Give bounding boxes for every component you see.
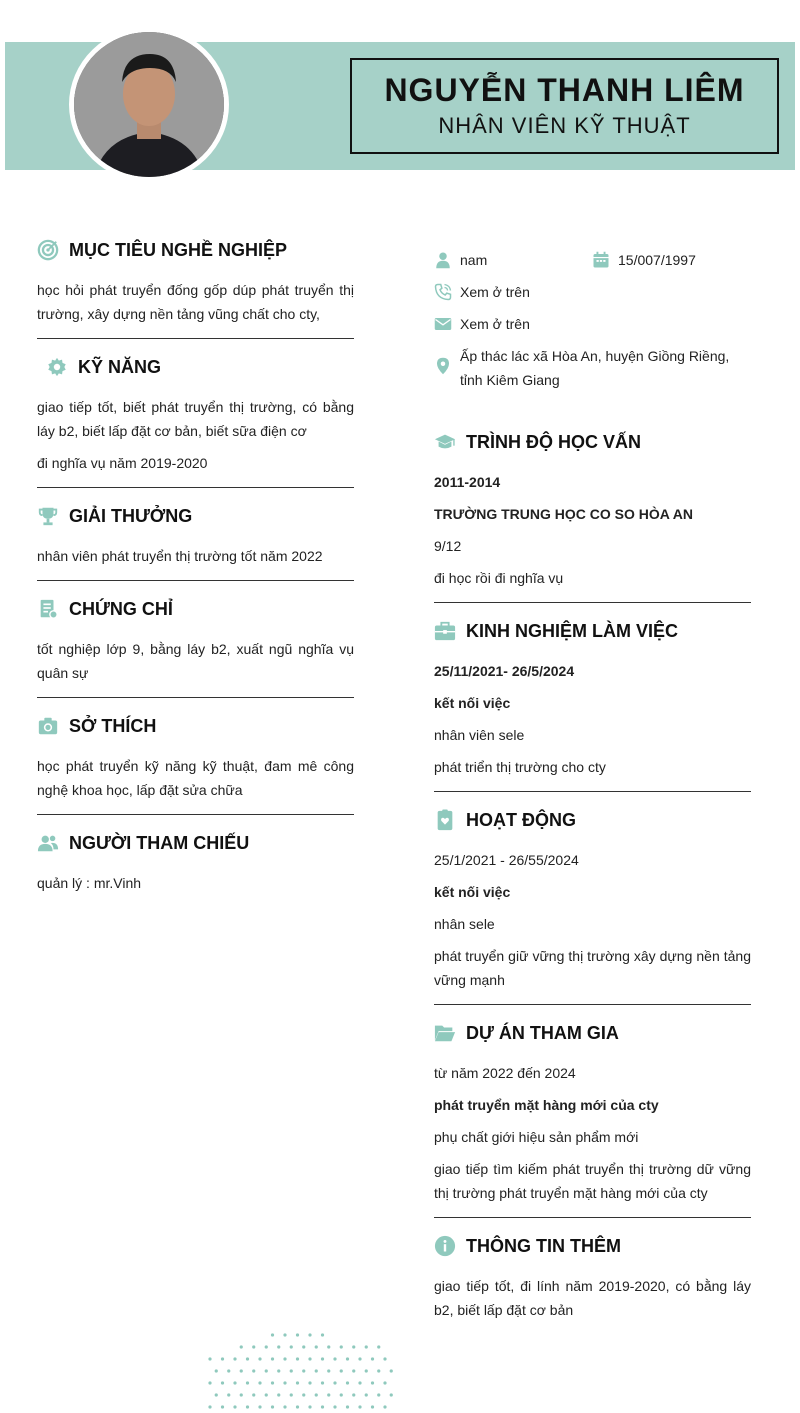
- trophy-icon: [37, 505, 59, 527]
- activities-title: HOẠT ĐỘNG: [466, 809, 576, 830]
- additional-header: [434, 1232, 751, 1260]
- experience-period: 25/11/2021- 26/5/2024: [434, 663, 575, 679]
- gender-text: nam: [460, 252, 488, 268]
- decorative-dot: [308, 1357, 311, 1360]
- decorative-dot: [371, 1381, 374, 1384]
- decorative-dot: [233, 1357, 236, 1360]
- decorative-dot: [308, 1333, 311, 1336]
- decorative-dot: [383, 1357, 386, 1360]
- decorative-dot: [346, 1357, 349, 1360]
- awards-text: nhân viên phát truyển thị trường tốt năm 2022: [37, 548, 323, 564]
- objective-header: [37, 236, 354, 264]
- decorative-dot: [296, 1405, 299, 1408]
- education-note: đi học rồi đi nghĩa vụ: [434, 570, 564, 586]
- decorative-dot: [327, 1369, 330, 1372]
- decorative-dot: [383, 1405, 386, 1408]
- skills-header: [37, 353, 354, 381]
- briefcase-icon: [434, 620, 456, 642]
- decorative-dot: [208, 1357, 211, 1360]
- decorative-dot: [327, 1345, 330, 1348]
- decorative-dot: [271, 1333, 274, 1336]
- decorative-dot: [240, 1345, 243, 1348]
- education-period: 2011-2014: [434, 474, 501, 490]
- decorative-dot: [221, 1357, 224, 1360]
- decorative-dot: [296, 1333, 299, 1336]
- decorative-dot: [283, 1333, 286, 1336]
- decorative-dot: [352, 1393, 355, 1396]
- phone-icon: [434, 283, 452, 301]
- decorative-dot: [265, 1345, 268, 1348]
- objective-text: học hỏi phát truyển đống gốp dúp phát truyển thị trường, xây dựng nền tảng vũng chất cho cty,: [37, 282, 354, 322]
- education-school: TRƯỜNG TRUNG HỌC CO SO HÒA AN: [434, 506, 693, 522]
- email-row: [434, 312, 751, 336]
- left-column: [37, 236, 354, 903]
- job-title: NHÂN VIÊN KỸ THUẬT: [438, 113, 691, 138]
- divider: [434, 1004, 751, 1005]
- name-box: [350, 58, 779, 154]
- decorative-dot: [271, 1357, 274, 1360]
- birthday-text: 15/007/1997: [618, 252, 696, 268]
- avatar: [69, 27, 229, 182]
- references-title: NGƯỜI THAM CHIẾU: [69, 832, 250, 853]
- decorative-dot: [277, 1369, 280, 1372]
- additional-text: giao tiếp tốt, đi lính năm 2019-2020, có bằng láy b2, biết lấp đặt cơ bản: [434, 1278, 751, 1318]
- decorative-dot: [365, 1393, 368, 1396]
- decorative-dot: [371, 1405, 374, 1408]
- projects-desc: giao tiếp tìm kiếm phát truyển thị trường dữ vững thị trường phát truyển mặt hàng mới của cty: [434, 1161, 751, 1201]
- additional-title: THÔNG TIN THÊM: [466, 1235, 621, 1256]
- decorative-dot: [340, 1393, 343, 1396]
- decorative-dot: [377, 1393, 380, 1396]
- activities-role: nhân sele: [434, 916, 495, 932]
- decorative-dot: [383, 1381, 386, 1384]
- activities-header: [434, 806, 751, 834]
- experience-desc: phát triển thị trường cho cty: [434, 759, 606, 775]
- skills-text: giao tiếp tốt, biết phát truyển thị trường, có bằng láy b2, biết lấp đặt cơ bản, biết sữa điện cơ: [37, 399, 354, 439]
- decorative-dot: [258, 1405, 261, 1408]
- decorative-dot: [252, 1369, 255, 1372]
- mail-icon: [434, 315, 452, 333]
- decorative-dot: [215, 1393, 218, 1396]
- decorative-dot: [321, 1405, 324, 1408]
- decorative-dot: [296, 1357, 299, 1360]
- education-grade: 9/12: [434, 538, 462, 554]
- address-row: [434, 344, 751, 392]
- divider: [37, 580, 354, 581]
- phone-text: Xem ở trên: [460, 284, 530, 300]
- objective-title: MỤC TIÊU NGHỀ NGHIỆP: [69, 239, 288, 260]
- users-icon: [37, 832, 59, 854]
- decorative-dot: [302, 1345, 305, 1348]
- decorative-dot: [340, 1369, 343, 1372]
- decorative-dot: [233, 1381, 236, 1384]
- decorative-dot: [265, 1393, 268, 1396]
- projects-period: từ năm 2022 đến 2024: [434, 1065, 576, 1081]
- hobbies-text: học phát truyển kỹ năng kỹ thuật, đam mê công nghệ khoa học, lấp đặt sửa chữa: [37, 758, 354, 798]
- decorative-dot: [377, 1345, 380, 1348]
- decorative-dot: [340, 1345, 343, 1348]
- references-text: quản lý : mr.Vinh: [37, 875, 142, 891]
- email-text: Xem ở trên: [460, 316, 530, 332]
- decorative-dot: [233, 1405, 236, 1408]
- decorative-dot: [358, 1405, 361, 1408]
- experience-title: KINH NGHIỆM LÀM VIỆC: [466, 620, 679, 641]
- decorative-dot: [227, 1369, 230, 1372]
- certificate-icon: [37, 598, 59, 620]
- experience-position: nhân viên sele: [434, 727, 525, 743]
- decorative-dot: [315, 1345, 318, 1348]
- decorative-dot: [308, 1381, 311, 1384]
- awards-title: GIẢI THƯỞNG: [69, 505, 193, 526]
- decorative-dot: [283, 1405, 286, 1408]
- decorative-dots: [205, 1330, 395, 1413]
- decorative-dot: [240, 1369, 243, 1372]
- projects-name: phát truyển mặt hàng mới của cty: [434, 1097, 659, 1113]
- decorative-dot: [252, 1393, 255, 1396]
- decorative-dot: [246, 1405, 249, 1408]
- divider: [37, 338, 354, 339]
- person-icon: [434, 251, 452, 269]
- decorative-dot: [271, 1405, 274, 1408]
- decorative-dot: [358, 1381, 361, 1384]
- decorative-dot: [346, 1381, 349, 1384]
- decorative-dot: [258, 1357, 261, 1360]
- decorative-dot: [352, 1369, 355, 1372]
- decorative-dot: [271, 1381, 274, 1384]
- decorative-dot: [246, 1357, 249, 1360]
- camera-icon: [37, 715, 59, 737]
- decorative-dot: [252, 1345, 255, 1348]
- location-pin-icon: [434, 357, 452, 375]
- decorative-dot: [290, 1345, 293, 1348]
- decorative-dot: [240, 1393, 243, 1396]
- decorative-dot: [221, 1405, 224, 1408]
- decorative-dot: [265, 1369, 268, 1372]
- certificates-text: tốt nghiệp lớp 9, bằng láy b2, xuất ngũ nghĩa vụ quân sự: [37, 641, 354, 681]
- decorative-dot: [215, 1369, 218, 1372]
- decorative-dot: [321, 1357, 324, 1360]
- activities-desc: phát truyển giữ vững thị trường xây dựng nền tảng vững mạnh: [434, 948, 751, 988]
- divider: [37, 697, 354, 698]
- badge-icon: [434, 809, 456, 831]
- decorative-dot: [246, 1381, 249, 1384]
- skills-text-2: đi nghĩa vụ năm 2019-2020: [37, 455, 208, 471]
- awards-header: [37, 502, 354, 530]
- decorative-dot: [377, 1369, 380, 1372]
- decorative-dot: [258, 1381, 261, 1384]
- decorative-dot: [277, 1393, 280, 1396]
- divider: [434, 1217, 751, 1218]
- decorative-dot: [315, 1369, 318, 1372]
- folder-open-icon: [434, 1022, 456, 1044]
- divider: [434, 791, 751, 792]
- decorative-dot: [352, 1345, 355, 1348]
- certificates-header: [37, 595, 354, 623]
- decorative-dot: [283, 1357, 286, 1360]
- education-title: TRÌNH ĐỘ HỌC VẤN: [466, 431, 641, 452]
- decorative-dot: [290, 1369, 293, 1372]
- gear-icon: [46, 356, 68, 378]
- decorative-dot: [358, 1357, 361, 1360]
- decorative-dot: [365, 1369, 368, 1372]
- divider: [37, 487, 354, 488]
- decorative-dot: [333, 1381, 336, 1384]
- decorative-dot: [296, 1381, 299, 1384]
- decorative-dot: [390, 1393, 393, 1396]
- decorative-dot: [333, 1357, 336, 1360]
- decorative-dot: [390, 1369, 393, 1372]
- decorative-dot: [333, 1405, 336, 1408]
- certificates-title: CHỨNG CHỈ: [69, 598, 173, 619]
- decorative-dot: [302, 1393, 305, 1396]
- decorative-dot: [371, 1357, 374, 1360]
- activities-period: 25/1/2021 - 26/55/2024: [434, 852, 579, 868]
- graduation-cap-icon: [434, 431, 456, 453]
- activities-org: kết nối việc: [434, 884, 511, 900]
- decorative-dot: [290, 1393, 293, 1396]
- experience-company: kết nối việc: [434, 695, 511, 711]
- decorative-dot: [308, 1405, 311, 1408]
- projects-title: DỰ ÁN THAM GIA: [466, 1022, 619, 1043]
- candidate-name: NGUYỄN THANH LIÊM: [384, 72, 745, 108]
- divider: [37, 814, 354, 815]
- hobbies-header: [37, 712, 354, 740]
- projects-header: [434, 1019, 751, 1047]
- birthday-row: [592, 248, 750, 272]
- calendar-icon: [592, 251, 610, 269]
- projects-role: phụ chất giới hiệu sản phẩm mới: [434, 1129, 639, 1145]
- decorative-dot: [321, 1333, 324, 1336]
- decorative-dot: [302, 1369, 305, 1372]
- decorative-dot: [283, 1381, 286, 1384]
- divider: [434, 602, 751, 603]
- phone-row: [434, 280, 751, 304]
- target-icon: [37, 239, 59, 261]
- decorative-dot: [221, 1381, 224, 1384]
- decorative-dot: [227, 1393, 230, 1396]
- decorative-dot: [208, 1405, 211, 1408]
- gender-row: [434, 248, 592, 272]
- decorative-dot: [208, 1381, 211, 1384]
- decorative-dot: [365, 1345, 368, 1348]
- skills-title: KỸ NĂNG: [78, 356, 162, 377]
- decorative-dot: [327, 1393, 330, 1396]
- hobbies-title: SỞ THÍCH: [69, 715, 157, 736]
- decorative-dot: [315, 1393, 318, 1396]
- education-header: [434, 428, 751, 456]
- address-text: Ấp thác lác xã Hòa An, huyện Giồng Riềng, tỉnh Kiêm Giang: [460, 348, 730, 388]
- decorative-dot: [321, 1381, 324, 1384]
- references-header: [37, 829, 354, 857]
- info-icon: [434, 1235, 456, 1257]
- contact-pair: [434, 248, 751, 280]
- decorative-dot: [346, 1405, 349, 1408]
- decorative-dot: [277, 1345, 280, 1348]
- experience-header: [434, 617, 751, 645]
- right-column: [434, 248, 751, 1330]
